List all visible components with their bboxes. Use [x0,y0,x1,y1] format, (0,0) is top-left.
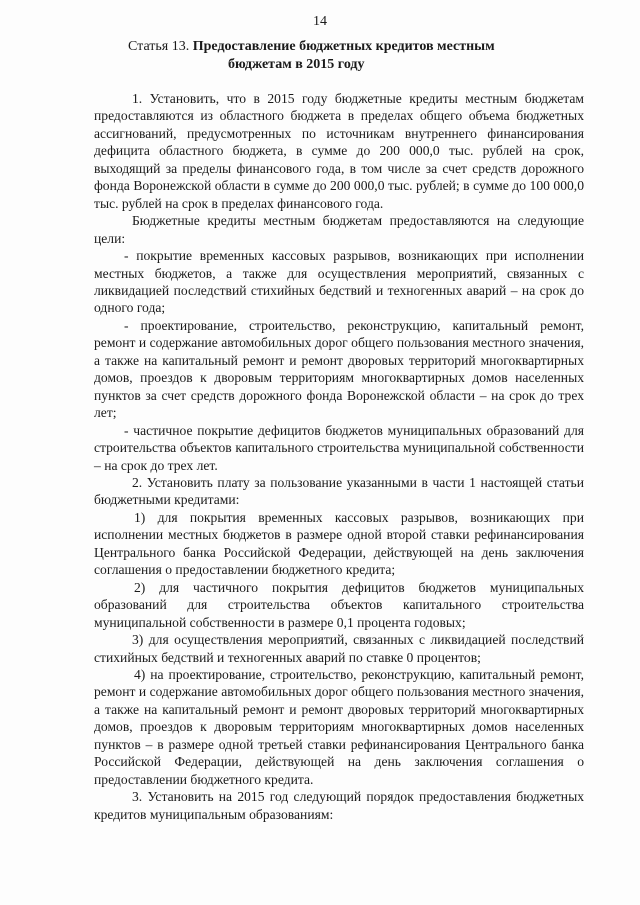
paragraph-part1-intro: 1. Установить, что в 2015 году бюджетные кредиты местным бюджетам предоставляются из областного бюджета в пределах общего объема бюджетных ассигнований, предусмотренных по источникам внутреннего финансирования дефицита областного бюджета, в сумме до 200 000,0 тыс. рублей на срок, выходящий за пределы финансового года, в том числе за счет средств дорожного фонда Воронежской области в сумме до 200 000,0 тыс. рублей; в сумме до 100 000,0 тыс. рублей на срок в пределах финансового года. [94,91,584,211]
paragraph-fee-3: 3) для осуществления мероприятий, связанных с ликвидацией последствий стихийных бедствий и техногенных аварий по ставке 0 процентов; [94,632,584,665]
paragraph-purpose-roads: - проектирование, строительство, реконструкцию, капитальный ремонт, ремонт и содержание автомобильных дорог общего пользования местного значения, а также на капитальный ремонт и ремонт дворовых территорий многоквартирных домов, проездов к дворовым территориям многоквартирных домов населенных пунктов за счет средств дорожного фонда Воронежской области – на срок до трех лет; [94,317,584,421]
paragraph-part3-intro: 3. Установить на 2015 год следующий порядок предоставления бюджетных кредитов муниципальным образованиям: [94,789,584,822]
paragraph-fee-1: 1) для покрытия временных кассовых разрывов, возникающих при исполнении местных бюджетов в размере одной второй ставки рефинансирования Центрального банка Российской Федерации, действующей на день заключения соглашения о предоставлении бюджетного кредита; [94,509,584,578]
paragraph-part2-intro: 2. Установить плату за пользование указанными в части 1 настоящей статьи бюджетными кредитами: [94,474,584,508]
article-heading [128,38,548,73]
article-title-line1: Предоставление бюджетных кредитов местным [192,39,495,54]
paragraph-purposes-intro: Бюджетные кредиты местным бюджетам предоставляются на следующие цели: [94,213,584,246]
article-title-line2: бюджетам в 2015 году [228,56,365,72]
article-body [94,90,584,823]
page-number: 14 [313,14,327,29]
paragraph-fee-2: 2) для частичного покрытия дефицитов бюджетов муниципальных образований для строительства объектов капитального строительства муниципальной собственности в размере 0,1 процента годовых; [94,579,584,630]
paragraph-purpose-deficit: - частичное покрытие дефицитов бюджетов муниципальных образований для строительства объектов капитального строительства муниципальной собственности – на срок до трех лет. [94,422,584,473]
paragraph-fee-4: 4) на проектирование, строительство, реконструкцию, капитальный ремонт, ремонт и содержание автомобильных дорог общего пользования местного значения, а также на капитальный ремонт и ремонт дворовых территорий многоквартирных домов, проездов к дворовым территориям многоквартирных домов населенных пунктов – в размере одной третьей ставки рефинансирования Центрального банка Российской Федерации, действующей на день заключения соглашения о предоставлении бюджетного кредита. [94,666,584,787]
article-number: Статья 13. [128,39,190,54]
paragraph-purpose-cash-gaps: - покрытие временных кассовых разрывов, возникающих при исполнении местных бюджетов, а также для осуществления мероприятий, связанных с ликвидацией последствий стихийных бедствий и техногенных аварий – на срок до одного года; [94,248,584,316]
